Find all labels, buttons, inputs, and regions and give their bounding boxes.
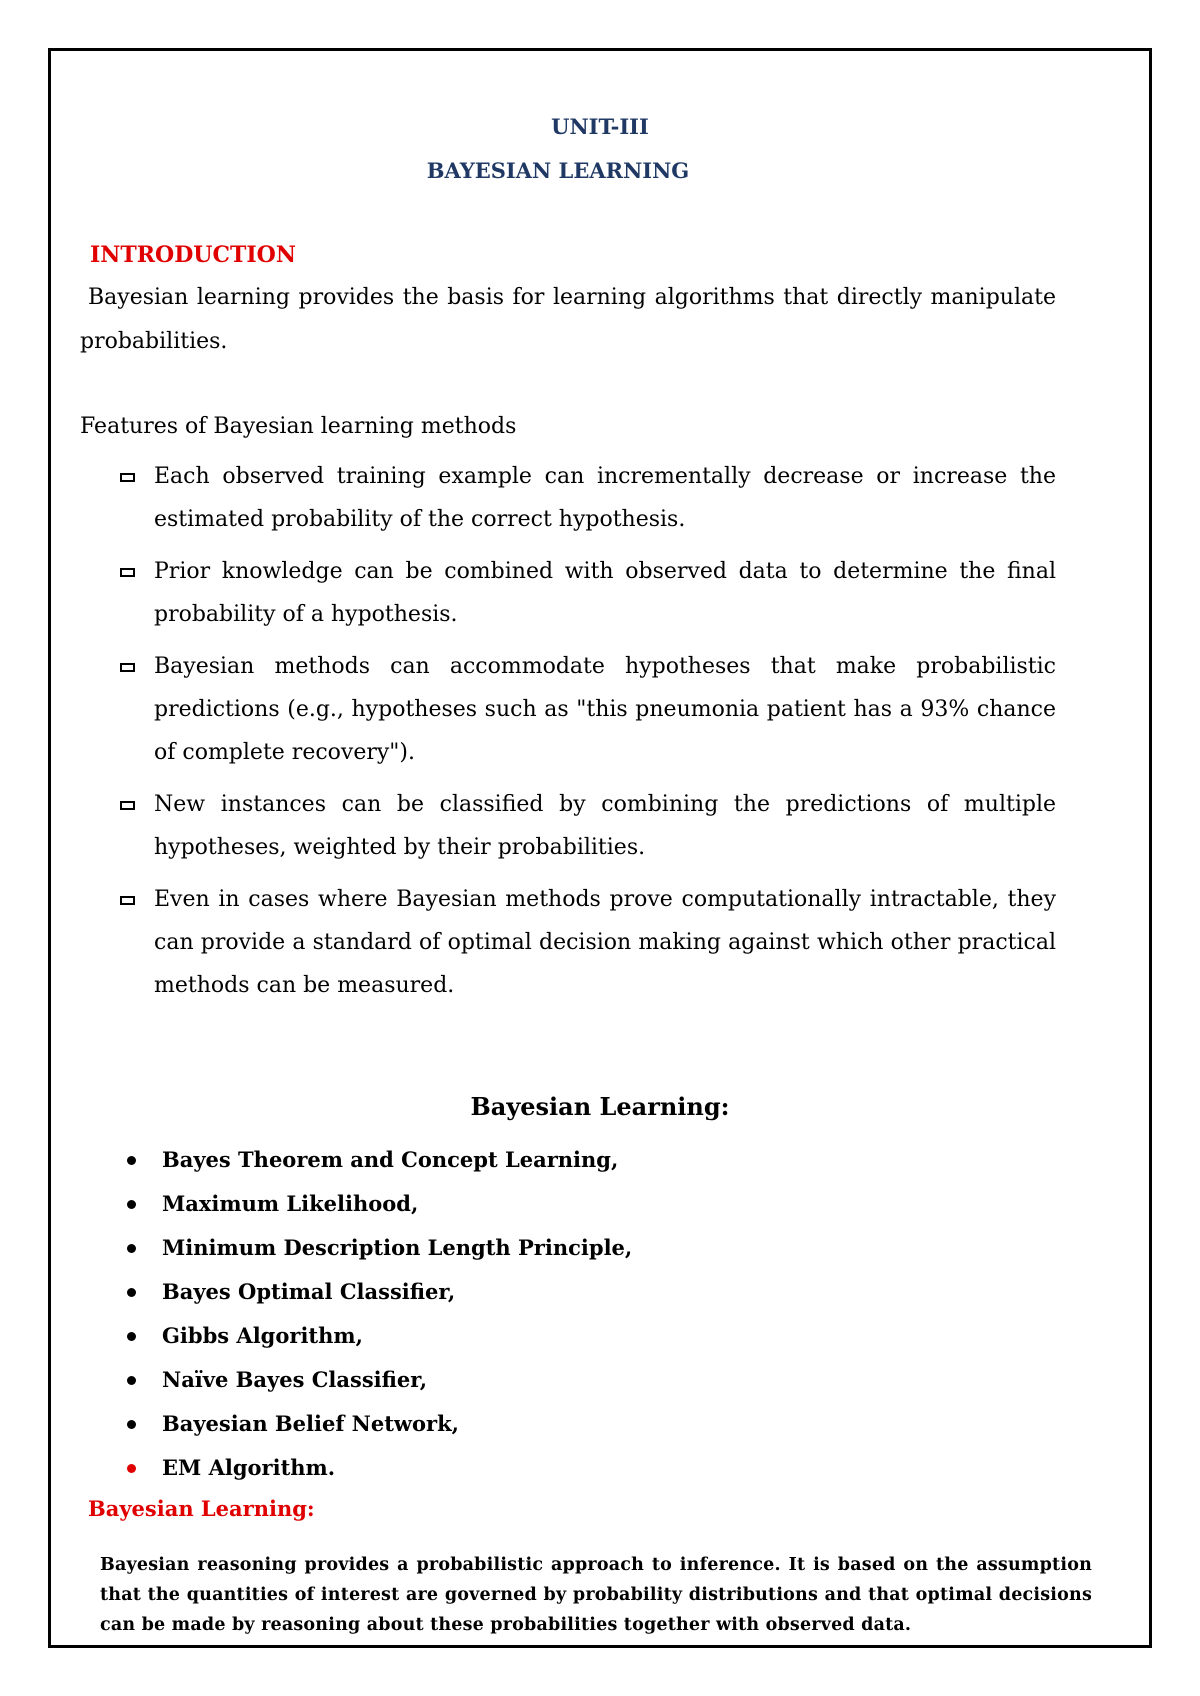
topic-item — [124, 1446, 632, 1490]
square-bullet-icon — [120, 801, 135, 810]
bullet-icon — [127, 1200, 136, 1209]
topic-item — [124, 1182, 632, 1226]
bullet-icon — [127, 1244, 136, 1253]
feature-text: Bayesian methods can accommodate hypotheses that make probabilistic predictions (e.g., hypotheses such as "this pneumonia patient has a 93% chance of complete recovery"). — [154, 654, 1056, 765]
feature-item — [120, 455, 1056, 541]
bullet-icon — [127, 1288, 136, 1297]
feature-text: New instances can be classified by combining the predictions of multiple hypotheses, weighted by their probabilities. — [154, 792, 1056, 860]
topic-item — [124, 1314, 632, 1358]
feature-text: Prior knowledge can be combined with observed data to determine the final probability of a hypothesis. — [154, 559, 1056, 627]
square-bullet-icon — [120, 568, 135, 577]
topics-heading: Bayesian Learning: — [470, 1092, 730, 1121]
feature-item — [120, 783, 1056, 869]
feature-item — [120, 550, 1056, 636]
topic-text: Naïve Bayes Classifier, — [162, 1367, 428, 1392]
topic-text: Minimum Description Length Principle, — [162, 1235, 633, 1260]
topic-item — [124, 1358, 632, 1402]
topic-text: Bayes Optimal Classifier, — [162, 1279, 456, 1304]
feature-text: Each observed training example can incrementally decrease or increase the estimated probability of the correct hypothesis. — [154, 464, 1056, 532]
topic-text: EM Algorithm. — [162, 1455, 336, 1480]
square-bullet-icon — [120, 663, 135, 672]
topic-text: Bayes Theorem and Concept Learning, — [162, 1147, 619, 1172]
feature-text: Even in cases where Bayesian methods prove computationally intractable, they can provide a standard of optimal decision making against which other practical methods can be measured. — [154, 887, 1056, 998]
topics-list — [124, 1138, 632, 1490]
bullet-icon — [127, 1156, 136, 1165]
unit-label: UNIT-III — [551, 114, 649, 139]
bullet-icon — [127, 1332, 136, 1341]
topic-item — [124, 1226, 632, 1270]
topic-text: Gibbs Algorithm, — [162, 1323, 363, 1348]
bullet-icon — [127, 1420, 136, 1429]
square-bullet-icon — [120, 473, 135, 482]
section-paragraph: Bayesian reasoning provides a probabilistic approach to inference. It is based on the assumption that the quantities of interest are governed by probability distributions and that optimal decisions can be made by reasoning about these probabilities together with observed data. — [100, 1555, 1092, 1635]
section-heading: Bayesian Learning: — [88, 1496, 315, 1521]
topic-text: Bayesian Belief Network, — [162, 1411, 459, 1436]
square-bullet-icon — [120, 896, 135, 905]
topic-item — [124, 1270, 632, 1314]
topic-text: Maximum Likelihood, — [162, 1191, 419, 1216]
feature-item — [120, 645, 1056, 774]
topic-item — [124, 1138, 632, 1182]
features-heading: Features of Bayesian learning methods — [80, 414, 517, 439]
topic-item — [124, 1402, 632, 1446]
feature-item — [120, 878, 1056, 1007]
features-list — [120, 455, 1056, 1016]
introduction-paragraph: Bayesian learning provides the basis for learning algorithms that directly manipulate probabilities. — [80, 285, 1056, 354]
bullet-icon — [127, 1376, 136, 1385]
page-title: BAYESIAN LEARNING — [426, 158, 690, 183]
introduction-heading: INTRODUCTION — [90, 242, 296, 268]
bullet-icon — [127, 1464, 136, 1473]
